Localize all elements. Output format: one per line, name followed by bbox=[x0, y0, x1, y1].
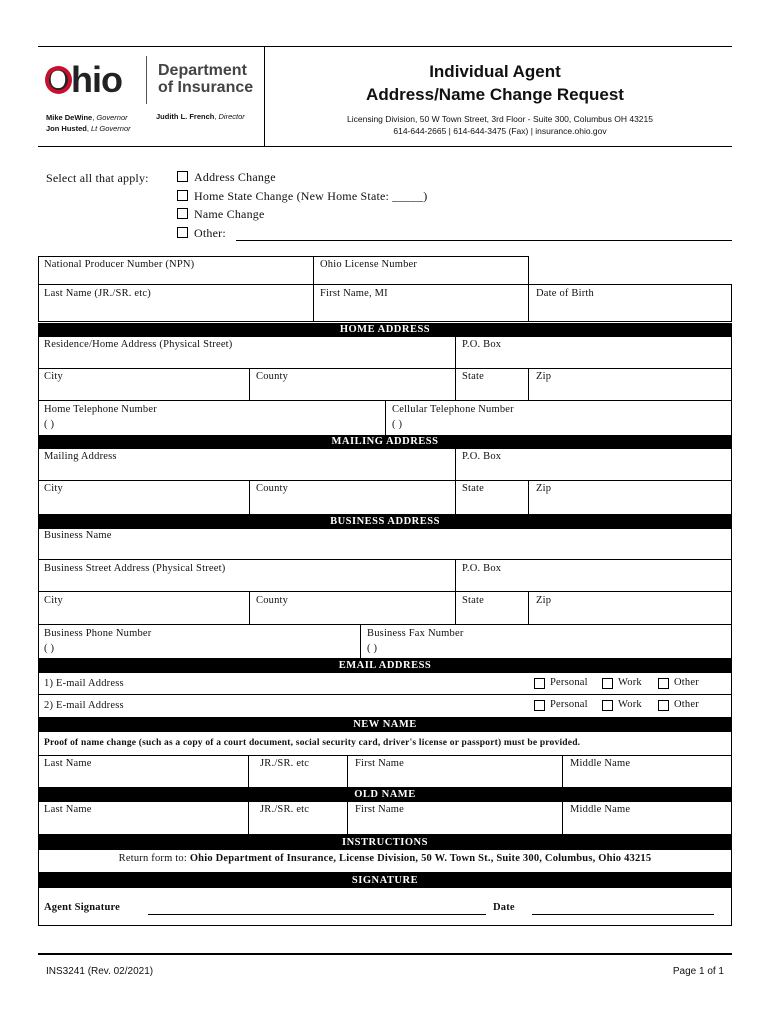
mailing-state-label: State bbox=[462, 483, 484, 494]
business-fax-label: Business Fax Number bbox=[367, 628, 464, 639]
form-title bbox=[330, 60, 660, 106]
cell-phone-label: Cellular Telephone Number bbox=[392, 404, 514, 415]
email1-work-checkbox[interactable] bbox=[602, 678, 613, 689]
business-name-field[interactable] bbox=[38, 528, 732, 560]
mailing-county-label: County bbox=[256, 483, 289, 494]
business-state-label: State bbox=[462, 595, 484, 606]
agent-signature-label: Agent Signature bbox=[44, 902, 121, 913]
form-id: INS3241 (Rev. 02/2021) bbox=[46, 966, 154, 977]
return-prefix: Return form to: bbox=[118, 853, 190, 864]
email1-other-checkbox[interactable] bbox=[658, 678, 669, 689]
old-first-name-label: First Name bbox=[355, 804, 404, 815]
home-state-change-label: Home State Change (New Home State: _____) bbox=[194, 189, 428, 203]
mailing-city-field[interactable] bbox=[38, 480, 250, 515]
lt-governor-name: Jon Husted bbox=[46, 124, 87, 133]
home-zip-label: Zip bbox=[536, 371, 552, 382]
email1-work-label: Work bbox=[618, 677, 642, 688]
email2-work-checkbox[interactable] bbox=[602, 700, 613, 711]
new-middle-name-label: Middle Name bbox=[570, 758, 631, 769]
email2-work-label: Work bbox=[618, 699, 642, 710]
return-instructions bbox=[38, 853, 732, 864]
business-city-field[interactable] bbox=[38, 591, 250, 625]
address-line1: Licensing Division, 50 W Town Street, 3rd Floor - Suite 300, Columbus OH 43215 bbox=[347, 114, 653, 124]
mailing-city-label: City bbox=[44, 483, 63, 494]
address-line2: 614-644-2665 | 614-644-3475 (Fax) | insurance.ohio.gov bbox=[393, 126, 607, 136]
director-block: Judith L. French, Director bbox=[156, 112, 245, 121]
header-bottom-rule bbox=[38, 146, 732, 147]
business-city-label: City bbox=[44, 595, 63, 606]
other-label: Other: bbox=[194, 226, 226, 240]
business-phone-area-code: ( ) bbox=[44, 643, 55, 654]
mailing-address-label: Mailing Address bbox=[44, 451, 117, 462]
email-address-header: EMAIL ADDRESS bbox=[38, 659, 732, 672]
title-line2: Address/Name Change Request bbox=[366, 85, 624, 104]
email1-other-label: Other bbox=[674, 677, 699, 688]
business-name-label: Business Name bbox=[44, 530, 112, 541]
date-line[interactable] bbox=[532, 914, 714, 915]
name-change-checkbox[interactable] bbox=[177, 208, 188, 219]
logo-red-o bbox=[45, 66, 72, 94]
home-zip-field[interactable] bbox=[528, 368, 732, 401]
new-suffix-label: JR./SR. etc bbox=[260, 758, 310, 769]
email1-personal-checkbox[interactable] bbox=[534, 678, 545, 689]
dept-line2: of Insurance bbox=[158, 79, 254, 96]
mailing-zip-label: Zip bbox=[536, 483, 552, 494]
signature-box bbox=[38, 887, 732, 926]
governor-title: Governor bbox=[96, 113, 128, 122]
business-po-box-label: P.O. Box bbox=[462, 563, 502, 574]
email1-label: 1) E-mail Address bbox=[44, 678, 124, 689]
mailing-address-header: MAILING ADDRESS bbox=[38, 435, 732, 448]
email2-other-label: Other bbox=[674, 699, 699, 710]
home-city-label: City bbox=[44, 371, 63, 382]
licensing-address bbox=[300, 113, 700, 137]
email2-other-checkbox[interactable] bbox=[658, 700, 669, 711]
home-po-box-label: P.O. Box bbox=[462, 339, 502, 350]
new-name-header: NEW NAME bbox=[38, 718, 732, 731]
email2-personal-label: Personal bbox=[550, 699, 588, 710]
signature-header: SIGNATURE bbox=[38, 873, 732, 887]
old-suffix-label: JR./SR. etc bbox=[260, 804, 310, 815]
logo-wordmark: Ohio bbox=[44, 59, 122, 100]
dept-name bbox=[158, 62, 253, 96]
home-state-change-checkbox[interactable] bbox=[177, 190, 188, 201]
other-input-line[interactable] bbox=[236, 240, 732, 241]
old-last-name-label: Last Name bbox=[44, 804, 92, 815]
home-state-label: State bbox=[462, 371, 484, 382]
ohio-license-label: Ohio License Number bbox=[320, 259, 418, 270]
proof-notice: Proof of name change (such as a copy of a court document, social security card, driver's license or passport) must be provided. bbox=[44, 738, 581, 748]
old-name-header: OLD NAME bbox=[38, 788, 732, 801]
old-middle-name-label: Middle Name bbox=[570, 804, 631, 815]
agent-signature-line[interactable] bbox=[148, 914, 486, 915]
new-first-name-label: First Name bbox=[355, 758, 404, 769]
home-phone-area-code: ( ) bbox=[44, 419, 55, 430]
name-change-label: Name Change bbox=[194, 207, 265, 221]
npn-label: National Producer Number (NPN) bbox=[44, 259, 195, 270]
dept-line1: Department bbox=[158, 62, 247, 79]
business-fax-area-code: ( ) bbox=[367, 643, 378, 654]
top-rule bbox=[38, 46, 732, 47]
footer-rule bbox=[38, 953, 732, 955]
director-name: Judith L. French bbox=[156, 112, 215, 121]
cell-phone-area-code: ( ) bbox=[392, 419, 403, 430]
address-change-checkbox[interactable] bbox=[177, 171, 188, 182]
logo-divider bbox=[146, 56, 147, 104]
first-name-label: First Name, MI bbox=[320, 288, 388, 299]
home-city-field[interactable] bbox=[38, 368, 250, 401]
business-zip-label: Zip bbox=[536, 595, 552, 606]
other-checkbox[interactable] bbox=[177, 227, 188, 238]
date-label: Date bbox=[493, 902, 515, 913]
email2-personal-checkbox[interactable] bbox=[534, 700, 545, 711]
home-address-header: HOME ADDRESS bbox=[38, 323, 732, 336]
title-line1: Individual Agent bbox=[429, 62, 561, 81]
header-divider bbox=[264, 46, 265, 146]
select-prompt: Select all that apply: bbox=[46, 171, 149, 185]
email1-personal-label: Personal bbox=[550, 677, 588, 688]
business-phone-label: Business Phone Number bbox=[44, 628, 152, 639]
page-number: Page 1 of 1 bbox=[672, 966, 724, 977]
mailing-zip-field[interactable] bbox=[528, 480, 732, 515]
residence-label: Residence/Home Address (Physical Street) bbox=[44, 339, 233, 350]
address-change-label: Address Change bbox=[194, 170, 276, 184]
instructions-header: INSTRUCTIONS bbox=[38, 835, 732, 849]
email2-label: 2) E-mail Address bbox=[44, 700, 124, 711]
home-phone-label: Home Telephone Number bbox=[44, 404, 157, 415]
governor-name: Mike DeWine bbox=[46, 113, 93, 122]
home-county-label: County bbox=[256, 371, 289, 382]
dob-label: Date of Birth bbox=[536, 288, 595, 299]
business-street-label: Business Street Address (Physical Street) bbox=[44, 563, 226, 574]
lt-governor-title: Lt Governor bbox=[91, 124, 131, 133]
business-county-label: County bbox=[256, 595, 289, 606]
new-last-name-label: Last Name bbox=[44, 758, 92, 769]
business-zip-field[interactable] bbox=[528, 591, 732, 625]
return-address: Ohio Department of Insurance, License Division, 50 W. Town St., Suite 300, Columbus, Ohio 43215 bbox=[189, 853, 652, 864]
last-name-label: Last Name (JR./SR. etc) bbox=[44, 288, 151, 299]
business-address-header: BUSINESS ADDRESS bbox=[38, 515, 732, 528]
mailing-po-box-label: P.O. Box bbox=[462, 451, 502, 462]
director-title: Director bbox=[218, 112, 245, 121]
governor-block: Mike DeWine, Governor Jon Husted, Lt Governor bbox=[46, 113, 131, 133]
ohio-logo bbox=[44, 60, 136, 100]
